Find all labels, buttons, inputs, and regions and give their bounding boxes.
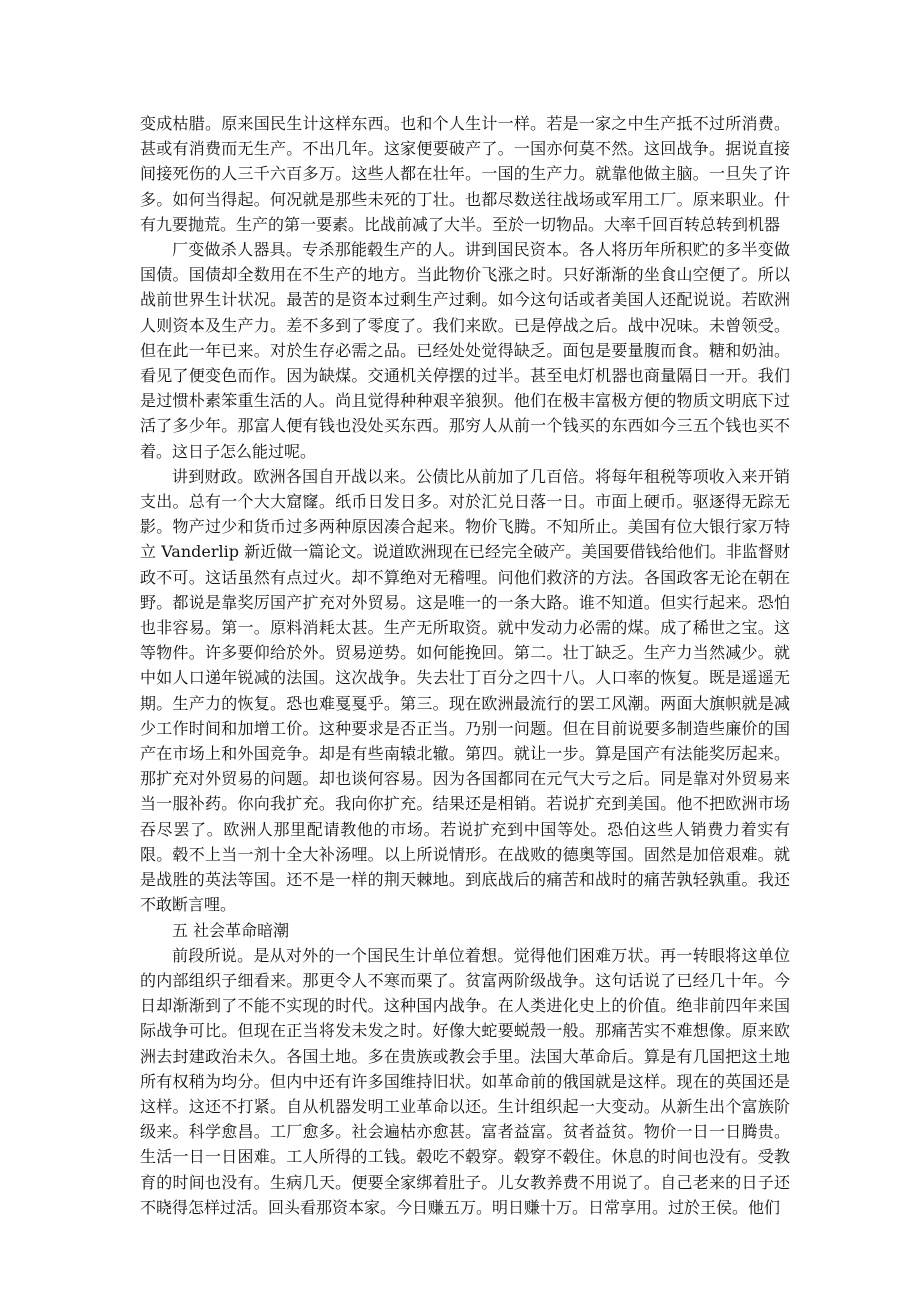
paragraph-1: 变成枯腊。原来国民生计这样东西。也和个人生计一样。若是一家之中生产抵不过所消费。甚或有消费而无生产。不出几年。这家便要破产了。一国亦何莫不然。这回战争。据说直接间接死伤的人三千六百多万。这些人都在壮年。一国的生产力。就靠他做主脑。一旦失了许多。如何当得起。何况就是那些未死的丁壮。也都尽数送往战场或军用工厂。原来职业。什有九要抛荒。生产的第一要素。比战前减了大半。至於一切物品。大率千回百转总转到机器 <box>140 114 790 234</box>
text-body <box>140 111 790 1220</box>
section-heading: 五 社会革命暗潮 <box>172 920 290 940</box>
paragraph-2: 厂变做杀人器具。专杀那能毂生产的人。讲到国民资本。各人将历年所积贮的多半变做国债。国债却全数用在不生产的地方。当此物价飞涨之时。只好渐渐的坐食山空便了。所以战前世界生计状况。最苦的是资本过剩生产过剩。如今这句话或者美国人还配说说。若欧洲人则资本及生产力。差不多到了零度了。我们来欧。已是停战之后。战中况味。未曾领受。但在此一年已来。对於生存必需之品。已经处处觉得缺乏。面包是要量腹而食。糖和奶油。看见了便变色而作。因为缺煤。交通机关停摆的过半。甚至电灯机器也商量隔日一开。我们是过惯朴素笨重生活的人。尚且觉得种种艰辛狼狈。他们在极丰富极方便的物质文明底下过活了多少年。那富人便有钱也没处买东西。那穷人从前一个钱买的东西如今三五个钱也买不着。这日子怎么能过呢。 <box>140 240 790 461</box>
paragraph-4: 前段所说。是从对外的一个国民生计单位着想。觉得他们困难万状。再一转眼将这单位的内部组织子细看来。那更令人不寒而栗了。贫富两阶级战争。这句话说了已经几十年。今日却渐渐到了不能不实现的时代。这种国内战争。在人类进化史上的价值。绝非前四年来国际战争可比。但现在正当将发未发之时。好像大蛇要蜕殼一般。那痛苦实不难想像。原来欧洲去封建政治未久。各国土地。多在贵族或教会手里。法国大革命后。算是有几国把这土地所有权稍为均分。但内中还有许多国维持旧状。如革命前的俄国就是这样。现在的英国还是这样。这还不打紧。自从机器发明工业革命以还。生计组织起一大变动。从新生出个富族阶级来。科学愈昌。工厂愈多。社会遍枯亦愈甚。富者益富。贫者益贫。物价一日一日腾贵。生活一日一日困难。工人所得的工钱。毂吃不毂穿。毂穿不毂住。休息的时间也没有。受教育的时间也没有。生病几天。便要全家绑着肚子。儿女教养费不用说了。自己老来的日子还不晓得怎样过活。回头看那资本家。今日赚五万。明日赚十万。日常享用。过於王侯。他们 <box>140 945 790 1217</box>
paragraph-3: 讲到财政。欧洲各国自开战以来。公债比从前加了几百倍。将每年租税等项收入来开销支出。总有一个大大窟窿。纸币日发日多。对於汇兑日落一日。市面上硬币。驱逐得无踪无影。物产过少和货币过多两种原因凑合起来。物价飞腾。不知所止。美国有位大银行家万特立 Vanderlip 新近做一篇论文。说道欧洲现在已经完全破产。美国要借钱给他们。非监督财政不可。这话虽然有点过火。却不算绝对无稽哩。问他们救济的方法。各国政客无论在朝在野。都说是靠奖厉国产扩充对外贸易。这是唯一的一条大路。谁不知道。但实行起来。恐怕也非容易。第一。原料消耗太甚。生产无所取资。就中发动力必需的煤。成了稀世之宝。这等物件。许多要仰给於外。贸易逆势。如何能挽回。第二。壮丁缺乏。生产力当然减少。就中如人口递年锐减的法国。这次战争。失去壮丁百分之四十八。人口率的恢复。既是遥遥无期。生产力的恢复。恐也难戛戛乎。第三。现在欧洲最流行的罢工风潮。两面大旗帜就是减少工作时间和加增工价。这种要求是否正当。乃别一问题。但在目前说要多制造些廉价的国产在市场上和外国竞争。却是有些南辕北辙。第四。就让一步。算是国产有法能奖厉起来。那扩充对外贸易的问题。却也谈何容易。因为各国都同在元气大亏之后。同是靠对外贸易来当一服补药。你向我扩充。我向你扩充。结果还是相销。若说扩充到美国。他不把欧洲市场吞尽罢了。欧洲人那里配请教他的市场。若说扩充到中国等处。恐伯这些人销费力着实有限。毂不上当一剂十全大补汤哩。以上所说情形。在战败的德奥等国。固然是加倍艰难。就是战胜的英法等国。还不是一样的荆天棘地。到底战后的痛苦和战时的痛苦孰轻孰重。我还不敢断言哩。 <box>140 466 790 915</box>
